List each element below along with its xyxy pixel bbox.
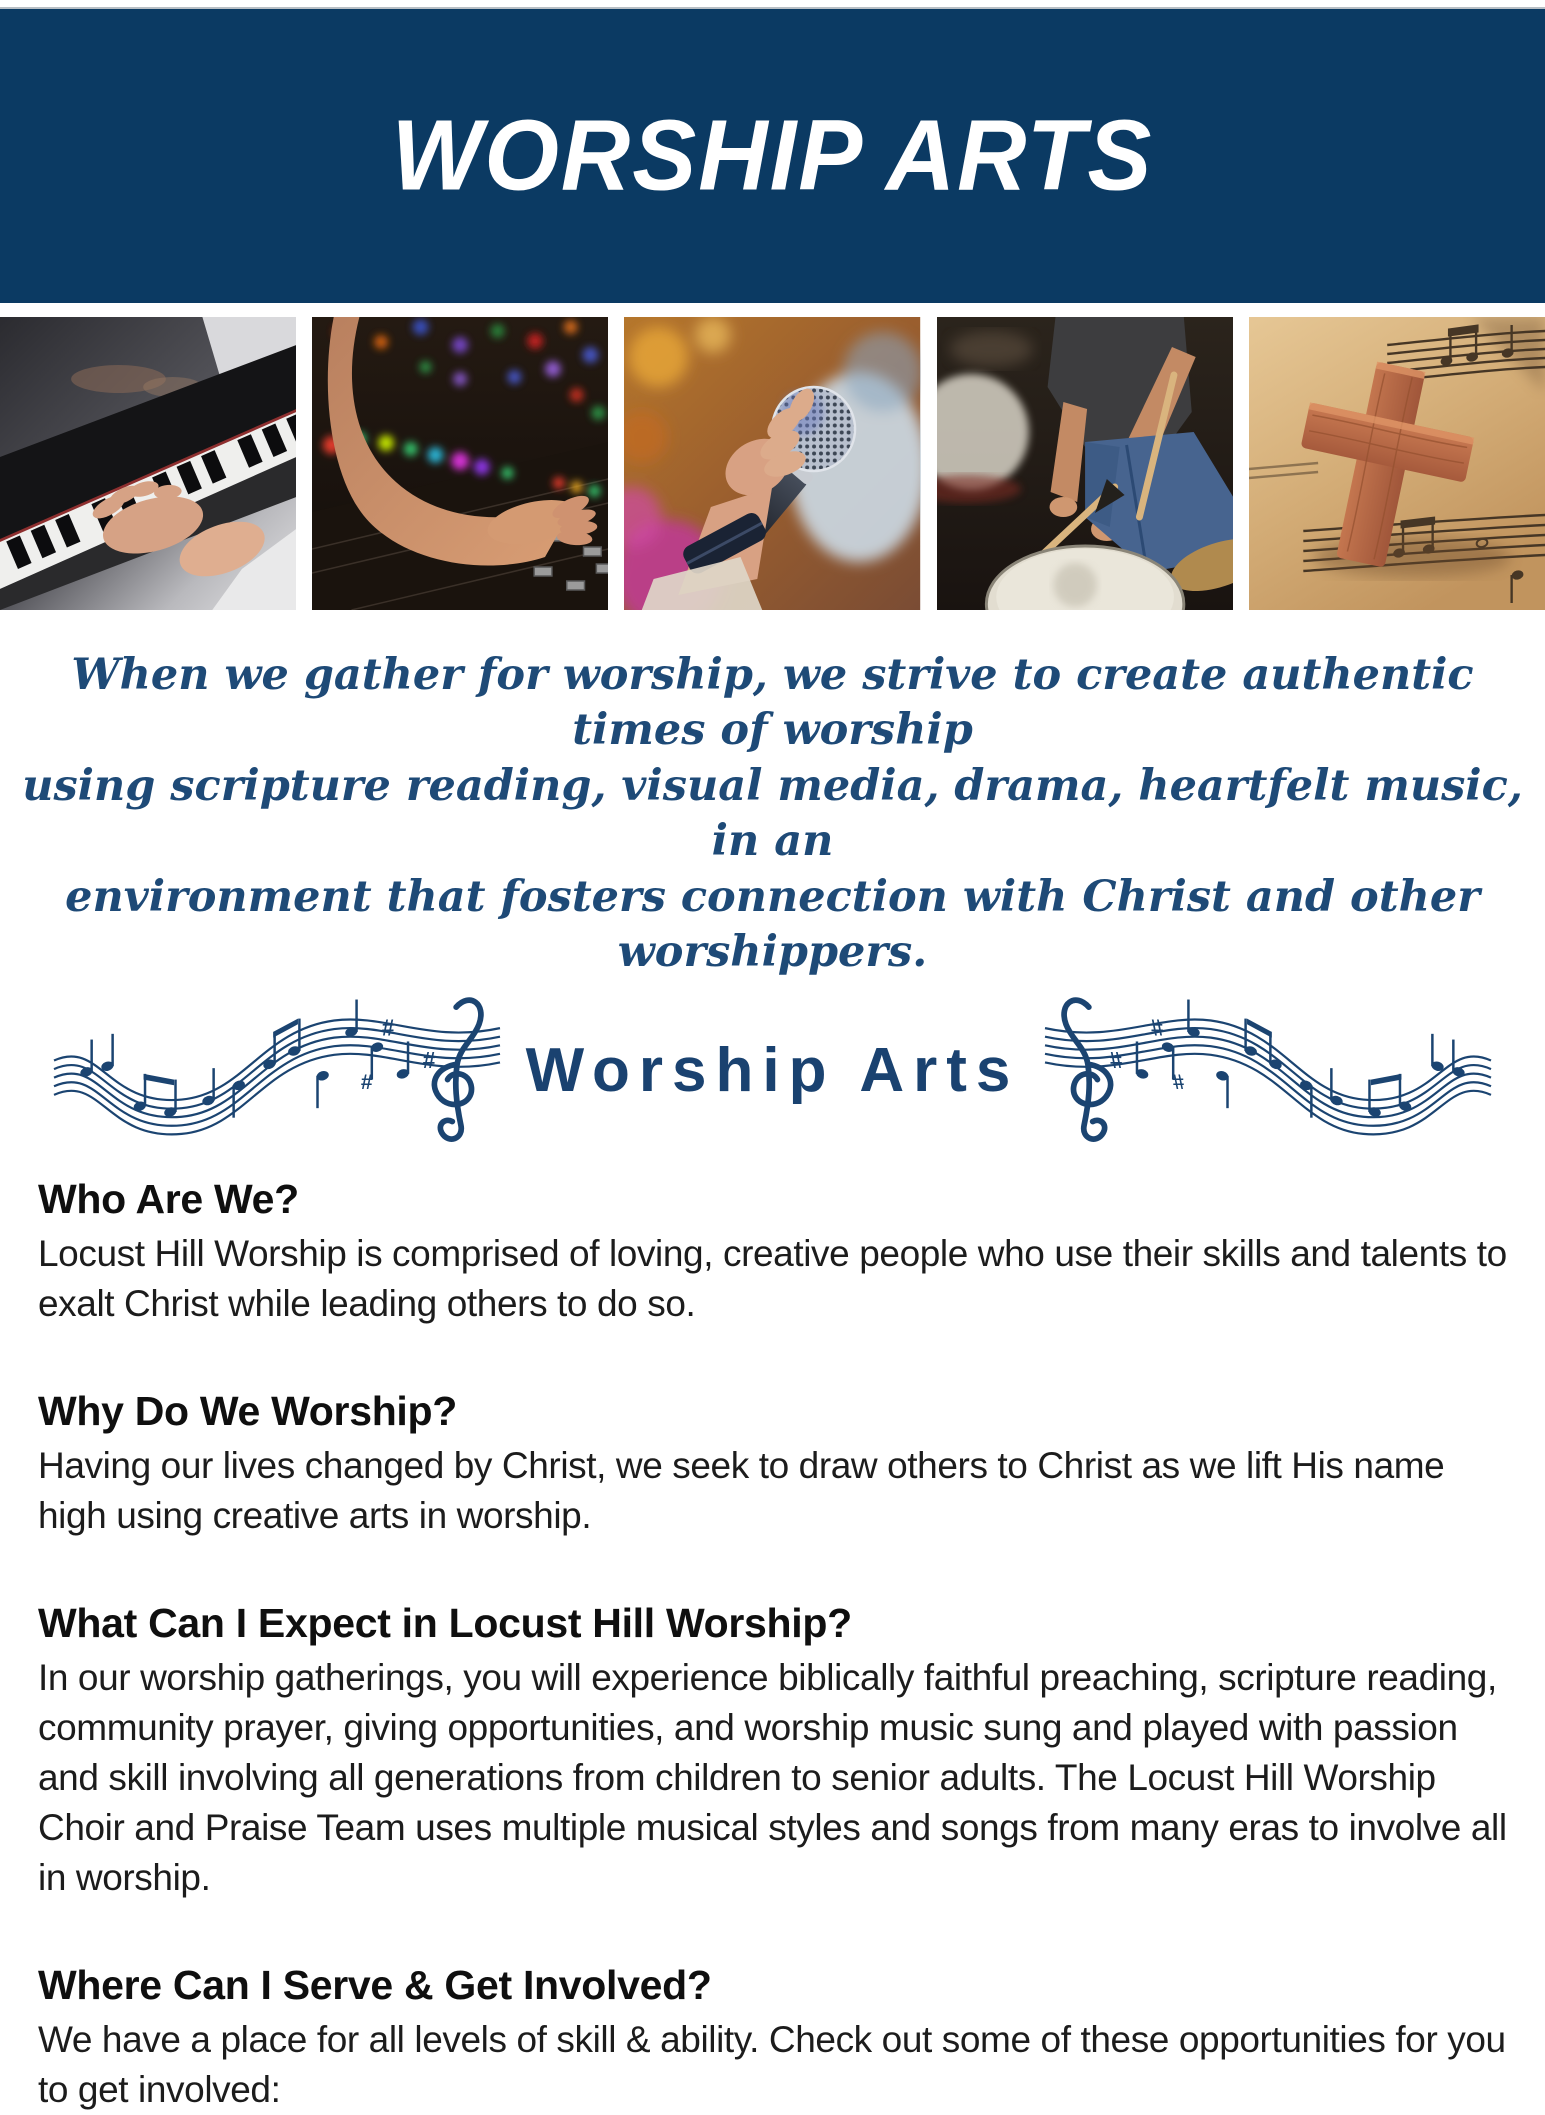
mission-quote: [0, 648, 1545, 981]
music-staff-wave-right-icon: [1029, 990, 1507, 1152]
section-heading: Who Are We?: [38, 1175, 299, 1222]
content: [0, 1157, 1545, 2115]
mixing-console-photo: [312, 317, 608, 610]
quote-line-3: environment that fosters connection with Christ and other worshippers.: [65, 871, 1480, 978]
section-body: In our worship gatherings, you will experience biblically faithful preaching, scripture reading, community prayer, giving opportunities, and worship music sung and played with passion and skill involving all generations from children to senior adults. The Locust Hill Worship Choir and Praise Team uses multiple musical styles and songs from many eras to involve all in worship.: [38, 1656, 1507, 1898]
microphone-photo: [624, 317, 920, 610]
piano-photo: [0, 317, 296, 610]
masthead: [0, 9, 1545, 303]
section-heading: What Can I Expect in Locust Hill Worship?: [38, 1599, 852, 1646]
section-where-can-i-serve: [38, 1961, 1507, 2115]
drummer-photo: [937, 317, 1233, 610]
section-body: Locust Hill Worship is comprised of loving, creative people who use their skills and talents to exalt Christ while leading others to do so.: [38, 1232, 1507, 1324]
photo-strip: [0, 317, 1545, 610]
section-body: We have a place for all levels of skill & ability. Check out some of these opportunities for you to get involved:: [38, 2018, 1506, 2110]
worship-arts-logo: [0, 985, 1545, 1157]
quote-line-2: using scripture reading, visual media, drama, heartfelt music, in an: [22, 760, 1523, 867]
section-body: Having our lives changed by Christ, we seek to draw others to Christ as we lift His name high using creative arts in worship.: [38, 1444, 1445, 1536]
section-why-do-we-worship: [38, 1387, 1507, 1541]
section-who-are-we: [38, 1175, 1507, 1329]
logo-text: Worship Arts: [525, 1036, 1020, 1106]
cross-photo: [1249, 317, 1545, 610]
page-top-strip: [0, 0, 1545, 9]
section-heading: Where Can I Serve & Get Involved?: [38, 1961, 712, 2008]
page-title: WORSHIP ARTS: [391, 99, 1154, 212]
music-staff-wave-left-icon: [38, 990, 516, 1152]
section-what-can-i-expect: [38, 1599, 1507, 1903]
section-heading: Why Do We Worship?: [38, 1387, 458, 1434]
quote-line-1: When we gather for worship, we strive to create authentic times of worship: [71, 650, 1474, 756]
